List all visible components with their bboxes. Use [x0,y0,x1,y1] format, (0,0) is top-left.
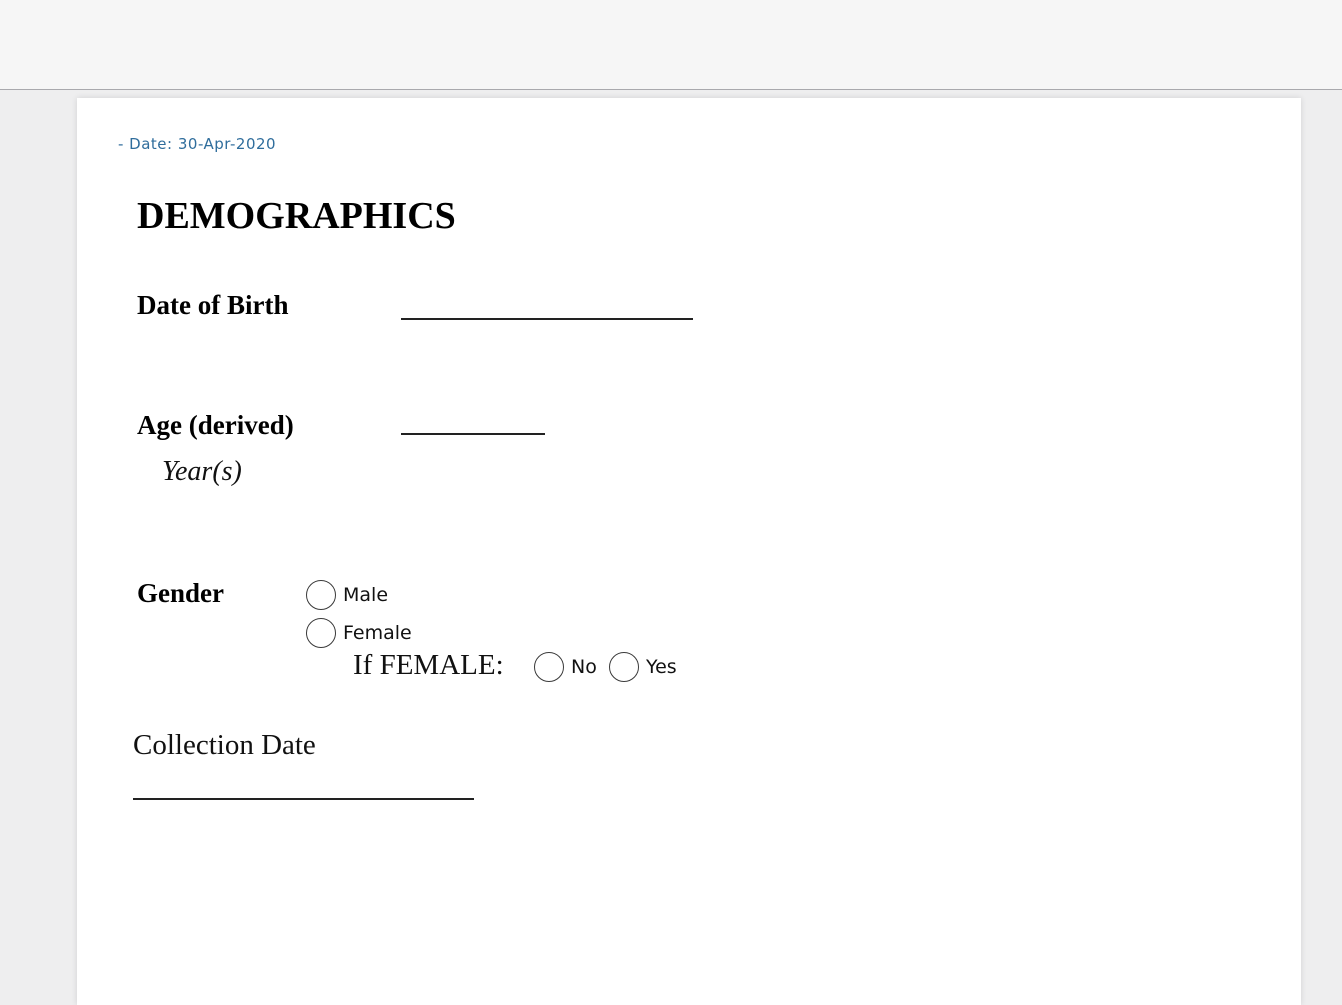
female-option-label: Female [343,622,412,644]
no-option-label: No [571,656,597,678]
male-option-label: Male [343,584,389,606]
if-female-option-yes[interactable] [609,650,677,684]
age-field[interactable] [401,433,545,435]
yes-option-label: Yes [646,656,677,678]
header-date: - Date: 30-Apr-2020 [118,135,277,153]
if-female-option-no[interactable] [534,650,597,684]
no-radio-button[interactable] [534,652,564,682]
female-radio-button[interactable] [306,618,336,648]
date-of-birth-label: Date of Birth [137,290,289,320]
age-unit-label: Year(s) [162,456,242,487]
document-page [77,98,1301,1005]
age-label: Age (derived) [137,410,294,440]
top-toolbar [0,0,1342,90]
gender-label: Gender [137,578,224,608]
if-female-label: If FEMALE: [353,649,504,681]
male-radio-button[interactable] [306,580,336,610]
gender-option-female[interactable] [306,616,412,650]
form-title: DEMOGRAPHICS [137,195,456,237]
date-of-birth-field[interactable] [401,318,693,320]
gender-option-male[interactable] [306,578,388,612]
yes-radio-button[interactable] [609,652,639,682]
collection-date-label: Collection Date [133,729,316,761]
collection-date-field[interactable] [133,798,474,800]
